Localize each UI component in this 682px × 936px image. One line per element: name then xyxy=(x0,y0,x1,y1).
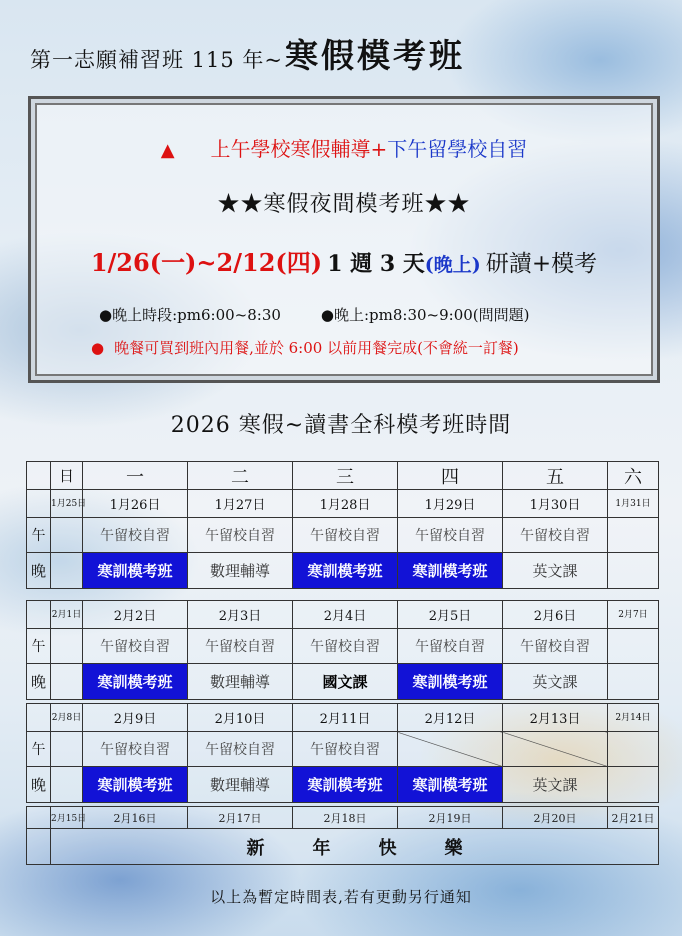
chinese-class-cell: 國文課 xyxy=(293,664,398,700)
date-cell: 2月6日 xyxy=(503,601,608,629)
date-cell: 2月14日 xyxy=(608,704,659,732)
header-thu: 四 xyxy=(398,462,503,490)
new-year-char: 樂 xyxy=(444,837,463,859)
date-cell: 2月13日 xyxy=(503,704,608,732)
header-mon: 一 xyxy=(83,462,188,490)
afternoon-row xyxy=(27,629,659,664)
date-row xyxy=(27,704,659,732)
date-cell: 2月21日 xyxy=(608,807,659,829)
meal-notice-text: 晚餐可買到班內用餐,並於 6:00 以前用餐完成(不會統一訂餐) xyxy=(114,339,519,357)
evening-label: 晚 xyxy=(27,664,51,700)
slot-cell: 午留校自習 xyxy=(398,629,503,664)
slot-cell: 午留校自習 xyxy=(188,629,293,664)
notice-box xyxy=(28,96,660,383)
evening-tag: (晚上) xyxy=(424,254,481,276)
slot-cell xyxy=(51,732,83,767)
math-tutoring-cell: 數理輔導 xyxy=(188,664,293,700)
slot-cell: 午留校自習 xyxy=(398,518,503,553)
date-row xyxy=(27,807,659,829)
schedule-week-3 xyxy=(26,703,658,803)
schedule-week-2 xyxy=(26,600,658,700)
header-sat: 六 xyxy=(608,462,659,490)
math-tutoring-cell: 數理輔導 xyxy=(188,767,293,803)
mock-exam-cell: 寒訓模考班 xyxy=(398,553,503,589)
date-cell: 1月27日 xyxy=(188,490,293,518)
date-cell: 1月28日 xyxy=(293,490,398,518)
notice-line-3 xyxy=(31,243,657,278)
date-cell: 2月8日 xyxy=(51,704,83,732)
afternoon-label: 午 xyxy=(27,629,51,664)
date-cell: 2月11日 xyxy=(293,704,398,732)
crossed-out-cell xyxy=(398,732,503,767)
date-cell: 2月18日 xyxy=(293,807,398,829)
slot-cell: 午留校自習 xyxy=(503,518,608,553)
slot-cell xyxy=(608,553,659,589)
date-cell: 2月4日 xyxy=(293,601,398,629)
night-class-heading: ★★寒假夜間模考班★★ xyxy=(217,192,471,217)
english-class-cell: 英文課 xyxy=(503,664,608,700)
afternoon-label: 午 xyxy=(27,732,51,767)
slot-cell xyxy=(51,553,83,589)
new-year-row xyxy=(27,829,659,865)
slot-cell: 午留校自習 xyxy=(293,732,398,767)
new-year-label-blank xyxy=(27,829,51,865)
date-cell: 2月17日 xyxy=(188,807,293,829)
slot-cell xyxy=(608,664,659,700)
afternoon-row xyxy=(27,518,659,553)
slot-cell xyxy=(608,767,659,803)
evening-label: 晚 xyxy=(27,553,51,589)
date-cell: 2月12日 xyxy=(398,704,503,732)
slot-cell: 午留校自習 xyxy=(293,629,398,664)
date-cell: 2月10日 xyxy=(188,704,293,732)
slot-cell: 午留校自習 xyxy=(83,732,188,767)
new-year-char: 年 xyxy=(312,837,331,859)
slot-cell xyxy=(51,629,83,664)
slot-cell: 午留校自習 xyxy=(188,518,293,553)
mock-exam-cell: 寒訓模考班 xyxy=(398,767,503,803)
warning-triangle-icon: ▲ xyxy=(160,140,175,161)
mock-exam-cell: 寒訓模考班 xyxy=(83,767,188,803)
slot-cell xyxy=(608,629,659,664)
date-range: 1/26(一)~2/12(四) xyxy=(90,248,323,277)
date-cell: 2月5日 xyxy=(398,601,503,629)
footer-note: 以上為暫定時間表,若有更動另行通知 xyxy=(210,888,472,906)
evening-row xyxy=(27,767,659,803)
date-cell: 2月19日 xyxy=(398,807,503,829)
date-row xyxy=(27,490,659,518)
english-class-cell: 英文課 xyxy=(503,767,608,803)
header-wed: 三 xyxy=(293,462,398,490)
slot-cell xyxy=(51,518,83,553)
red-dot-icon: ● xyxy=(91,339,105,357)
days-per-week: 1 週 3 天 xyxy=(327,251,425,277)
date-cell: 2月1日 xyxy=(51,601,83,629)
time-slots xyxy=(99,304,530,325)
mock-exam-cell: 寒訓模考班 xyxy=(83,664,188,700)
date-cell: 2月2日 xyxy=(83,601,188,629)
study-exam-text: 研讀+模考 xyxy=(485,251,598,277)
weekday-header-row xyxy=(27,462,659,490)
mock-exam-cell: 寒訓模考班 xyxy=(293,767,398,803)
header-fri: 五 xyxy=(503,462,608,490)
notice-line-1 xyxy=(31,133,657,162)
slot-cell xyxy=(608,732,659,767)
evening-row xyxy=(27,664,659,700)
slot-cell: 午留校自習 xyxy=(83,629,188,664)
morning-school-text: 上午學校寒假輔導+ xyxy=(210,137,388,161)
english-class-cell: 英文課 xyxy=(503,553,608,589)
evening-time-slot: ●晚上時段:pm6:00~8:30 xyxy=(99,306,281,324)
title-main: 寒假模考班 xyxy=(285,36,466,75)
date-cell: 2月9日 xyxy=(83,704,188,732)
happy-new-year-banner xyxy=(51,829,659,865)
slot-cell: 午留校自習 xyxy=(503,629,608,664)
new-year-char: 快 xyxy=(378,837,397,859)
date-cell: 1月25日 xyxy=(51,490,83,518)
afternoon-study-text: 下午留學校自習 xyxy=(387,137,528,161)
date-cell: 2月7日 xyxy=(608,601,659,629)
schedule-title: 2026 寒假~讀書全科模考班時間 xyxy=(170,413,512,438)
slot-cell: 午留校自習 xyxy=(188,732,293,767)
header-tue: 二 xyxy=(188,462,293,490)
evening-row xyxy=(27,553,659,589)
mock-exam-cell: 寒訓模考班 xyxy=(398,664,503,700)
title-prefix: 第一志願補習班 115 年~ xyxy=(30,48,284,72)
date-label-blank xyxy=(27,807,51,829)
question-time-slot: ●晚上:pm8:30~9:00(問問題) xyxy=(320,306,530,324)
schedule-week-1 xyxy=(26,461,658,589)
date-label-blank xyxy=(27,704,51,732)
page-title xyxy=(30,30,465,74)
slot-cell xyxy=(51,767,83,803)
date-cell: 1月26日 xyxy=(83,490,188,518)
slot-cell: 午留校自習 xyxy=(293,518,398,553)
date-label-blank xyxy=(27,601,51,629)
new-year-char: 新 xyxy=(246,837,265,859)
date-cell: 1月29日 xyxy=(398,490,503,518)
afternoon-row xyxy=(27,732,659,767)
date-cell: 2月3日 xyxy=(188,601,293,629)
schedule-week-4 xyxy=(26,806,658,865)
date-label-blank xyxy=(27,490,51,518)
date-cell: 1月31日 xyxy=(608,490,659,518)
math-tutoring-cell: 數理輔導 xyxy=(188,553,293,589)
mock-exam-cell: 寒訓模考班 xyxy=(293,553,398,589)
header-blank xyxy=(27,462,51,490)
evening-label: 晚 xyxy=(27,767,51,803)
meal-notice xyxy=(91,337,519,358)
date-cell: 2月16日 xyxy=(83,807,188,829)
mock-exam-cell: 寒訓模考班 xyxy=(83,553,188,589)
slot-cell xyxy=(51,664,83,700)
header-sun: 日 xyxy=(51,462,83,490)
crossed-out-cell xyxy=(503,732,608,767)
date-row xyxy=(27,601,659,629)
date-cell: 1月30日 xyxy=(503,490,608,518)
date-cell: 2月20日 xyxy=(503,807,608,829)
slot-cell xyxy=(608,518,659,553)
afternoon-label: 午 xyxy=(27,518,51,553)
slot-cell: 午留校自習 xyxy=(83,518,188,553)
date-cell: 2月15日 xyxy=(51,807,83,829)
